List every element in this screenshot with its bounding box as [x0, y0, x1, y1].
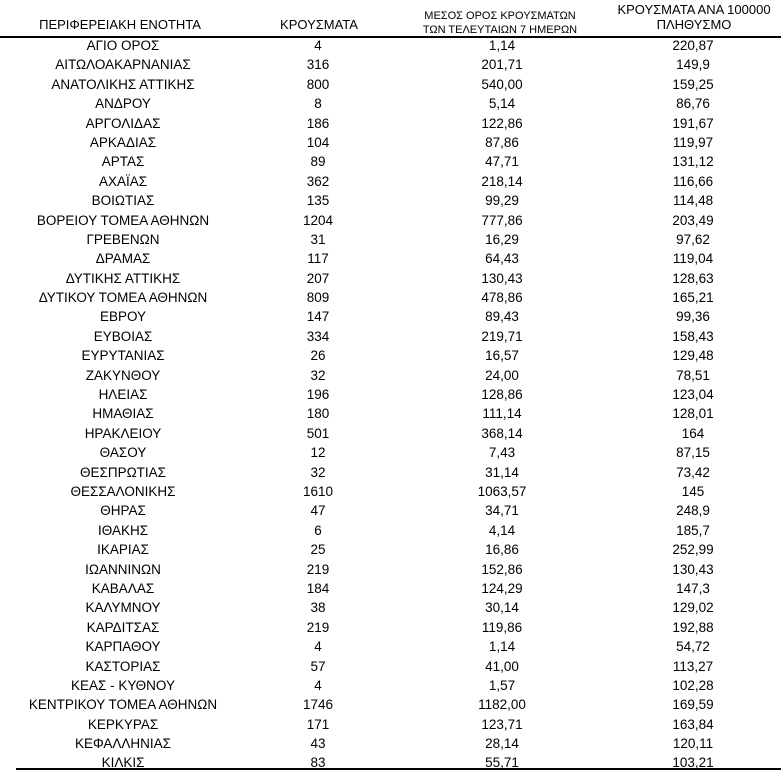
cell-cases: 316 [306, 57, 330, 73]
cell-region: ΗΡΑΚΛΕΙΟΥ [84, 425, 162, 441]
table-row [0, 443, 781, 462]
table-row [0, 385, 781, 404]
header-region: ΠΕΡΙΦΕΡΕΙΑΚΗ ΕΝΟΤΗΤΑ [39, 17, 201, 32]
table-row [0, 424, 781, 443]
bottom-divider [16, 768, 781, 770]
cell-region: ΔΥΤΙΚΗΣ ΑΤΤΙΚΗΣ [65, 270, 181, 286]
cell-region: ΘΗΡΑΣ [100, 503, 146, 519]
cell-seven-day-average: 119,86 [481, 619, 523, 635]
cell-per-100k: 73,42 [676, 464, 710, 480]
cell-seven-day-average: 540,00 [481, 76, 523, 92]
table-row [0, 269, 781, 288]
cell-seven-day-average: 1063,57 [477, 483, 527, 499]
cell-cases: 104 [306, 134, 330, 150]
cell-region: ΚΕΝΤΡΙΚΟΥ ΤΟΜΕΑ ΑΘΗΝΩΝ [28, 697, 218, 713]
cell-per-100k: 120,11 [672, 736, 714, 752]
cell-cases: 147 [306, 309, 330, 325]
cell-region: ΑΡΚΑΔΙΑΣ [89, 134, 157, 150]
cell-seven-day-average: 1,57 [488, 677, 516, 693]
cell-cases: 47 [310, 503, 326, 519]
cell-cases: 4 [314, 677, 322, 693]
table-row [0, 676, 781, 695]
cell-region: ΓΡΕΒΕΝΩΝ [86, 231, 160, 247]
cell-per-100k: 99,36 [676, 309, 710, 325]
table-row [0, 463, 781, 482]
cell-seven-day-average: 41,00 [485, 658, 519, 674]
cell-per-100k: 116,66 [672, 173, 714, 189]
cell-region: ΚΑΒΑΛΑΣ [91, 580, 155, 596]
cell-per-100k: 220,87 [672, 38, 714, 53]
table-row [0, 637, 781, 656]
cell-cases: 32 [310, 464, 326, 480]
cell-cases: 196 [306, 387, 330, 403]
cell-cases: 184 [306, 580, 330, 596]
cell-seven-day-average: 777,86 [481, 212, 523, 228]
cell-cases: 1610 [302, 483, 334, 499]
cell-seven-day-average: 87,86 [485, 134, 519, 150]
cell-cases: 43 [310, 736, 326, 752]
cell-per-100k: 165,21 [672, 290, 714, 306]
cell-per-100k: 78,51 [676, 367, 710, 383]
cell-cases: 12 [310, 445, 326, 461]
cell-per-100k: 169,59 [672, 697, 714, 713]
table-row [0, 404, 781, 423]
cell-cases: 26 [310, 348, 326, 364]
cell-per-100k: 54,72 [676, 639, 710, 655]
cell-seven-day-average: 99,29 [485, 193, 519, 209]
cell-cases: 1746 [302, 697, 334, 713]
cell-region: ΑΙΤΩΛΟΑΚΑΡΝΑΝΙΑΣ [55, 57, 191, 73]
cell-per-100k: 119,04 [672, 251, 714, 267]
cell-seven-day-average: 478,86 [481, 290, 523, 306]
cell-per-100k: 128,63 [672, 270, 714, 286]
cell-per-100k: 128,01 [672, 406, 714, 422]
cell-seven-day-average: 28,14 [485, 736, 519, 752]
table-row [0, 114, 781, 133]
cell-cases: 362 [306, 173, 330, 189]
cell-cases: 89 [310, 154, 326, 170]
cell-per-100k: 130,43 [672, 561, 714, 577]
cell-seven-day-average: 152,86 [481, 561, 523, 577]
cell-seven-day-average: 124,29 [481, 580, 523, 596]
cell-per-100k: 147,3 [676, 580, 710, 596]
cell-region: ΘΕΣΠΡΩΤΙΑΣ [79, 464, 167, 480]
cell-cases: 219 [306, 619, 330, 635]
cell-cases: 38 [310, 600, 326, 616]
table-row [0, 618, 781, 637]
cell-cases: 171 [306, 716, 330, 732]
table-row [0, 288, 781, 307]
cell-seven-day-average: 16,29 [485, 231, 519, 247]
cell-region: ΚΑΡΠΑΘΟΥ [85, 639, 161, 655]
cell-region: ΙΚΑΡΙΑΣ [97, 542, 149, 558]
cell-region: ΗΛΕΙΑΣ [98, 387, 148, 403]
table-row [0, 657, 781, 676]
cell-per-100k: 86,76 [676, 96, 710, 112]
cell-per-100k: 114,48 [672, 193, 714, 209]
cell-per-100k: 119,97 [672, 134, 714, 150]
cell-per-100k: 129,02 [672, 600, 714, 616]
cell-seven-day-average: 122,86 [481, 115, 523, 131]
cell-seven-day-average: 89,43 [485, 309, 519, 325]
table-row [0, 191, 781, 210]
cell-region: ΕΥΡΥΤΑΝΙΑΣ [81, 348, 165, 364]
table-row [0, 249, 781, 268]
cell-per-100k: 145 [681, 483, 705, 499]
table-row [0, 172, 781, 191]
cell-region: ΘΑΣΟΥ [99, 445, 147, 461]
table-row [0, 579, 781, 598]
cell-cases: 4 [314, 38, 322, 53]
table-row [0, 133, 781, 152]
cell-region: ΙΩΑΝΝΙΝΩΝ [85, 561, 161, 577]
cell-region: ΚΕΦΑΛΛΗΝΙΑΣ [74, 736, 172, 752]
cell-per-100k: 87,15 [676, 445, 710, 461]
cell-seven-day-average: 1182,00 [478, 697, 526, 713]
cell-per-100k: 103,21 [672, 755, 714, 771]
cell-cases: 1204 [302, 212, 334, 228]
cell-cases: 83 [310, 755, 326, 771]
header-cases-per-100k [594, 2, 781, 32]
cell-region: ΚΑΛΥΜΝΟΥ [85, 600, 161, 616]
cell-per-100k: 203,49 [672, 212, 714, 228]
cell-region: ΒΟΡΕΙΟΥ ΤΟΜΕΑ ΑΘΗΝΩΝ [36, 212, 210, 228]
cell-cases: 32 [310, 367, 326, 383]
header-cases-per-100k-line2: ΠΛΗΘΥΣΜΟ [656, 17, 732, 32]
table-body [0, 36, 781, 773]
cell-region: ΔΡΑΜΑΣ [95, 251, 151, 267]
header-cases: ΚΡΟΥΣΜΑΤΑ [280, 17, 358, 32]
table-row [0, 55, 781, 74]
cell-seven-day-average: 4,14 [488, 522, 516, 538]
cell-region: ΑΝΔΡΟΥ [95, 96, 151, 112]
cell-per-100k: 149,9 [676, 57, 710, 73]
cell-seven-day-average: 64,43 [485, 251, 519, 267]
cell-seven-day-average: 34,71 [485, 503, 519, 519]
cell-seven-day-average: 5,14 [488, 96, 516, 112]
header-seven-day-average [402, 9, 598, 37]
table-row [0, 230, 781, 249]
table-row [0, 327, 781, 346]
cell-cases: 8 [314, 96, 322, 112]
cell-region: ΚΑΡΔΙΤΣΑΣ [86, 619, 160, 635]
cell-cases: 800 [306, 76, 330, 92]
cell-region: ΖΑΚΥΝΘΟΥ [85, 367, 161, 383]
cell-seven-day-average: 128,86 [481, 387, 523, 403]
cell-per-100k: 131,12 [672, 154, 714, 170]
cell-seven-day-average: 368,14 [481, 425, 523, 441]
table-row [0, 521, 781, 540]
cell-per-100k: 252,99 [672, 542, 714, 558]
cell-per-100k: 158,43 [672, 328, 714, 344]
cell-per-100k: 163,84 [672, 716, 714, 732]
cell-seven-day-average: 7,43 [488, 445, 516, 461]
cell-seven-day-average: 111,14 [482, 406, 522, 422]
cell-per-100k: 185,7 [676, 522, 710, 538]
table-header [0, 0, 781, 36]
cell-seven-day-average: 30,14 [485, 600, 519, 616]
cell-per-100k: 129,48 [672, 348, 714, 364]
table-row [0, 501, 781, 520]
cell-seven-day-average: 201,71 [481, 57, 523, 73]
cell-seven-day-average: 16,86 [485, 542, 519, 558]
table-row [0, 715, 781, 734]
cell-cases: 117 [307, 251, 329, 267]
cell-region: ΒΟΙΩΤΙΑΣ [91, 193, 155, 209]
cell-seven-day-average: 1,14 [488, 639, 516, 655]
cell-region: ΑΡΤΑΣ [101, 154, 145, 170]
cell-per-100k: 159,25 [672, 76, 714, 92]
cell-region: ΕΒΡΟΥ [99, 309, 147, 325]
cell-cases: 501 [306, 425, 330, 441]
cell-seven-day-average: 218,14 [481, 173, 523, 189]
cell-region: ΙΘΑΚΗΣ [97, 522, 149, 538]
table-row [0, 540, 781, 559]
cell-seven-day-average: 47,71 [485, 154, 519, 170]
table-row [0, 695, 781, 714]
cell-per-100k: 102,28 [672, 677, 714, 693]
cell-region: ΘΕΣΣΑΛΟΝΙΚΗΣ [70, 483, 176, 499]
cell-cases: 207 [306, 270, 330, 286]
cell-cases: 135 [306, 193, 330, 209]
cell-cases: 6 [314, 522, 322, 538]
table-row [0, 560, 781, 579]
cell-cases: 809 [306, 290, 330, 306]
cell-per-100k: 191,67 [672, 115, 714, 131]
table-row [0, 152, 781, 171]
table-row [0, 307, 781, 326]
cell-per-100k: 248,9 [676, 503, 710, 519]
cell-cases: 180 [306, 406, 330, 422]
header-seven-day-average-line1: ΜΕΣΟΣ ΟΡΟΣ ΚΡΟΥΣΜΑΤΩΝ [424, 10, 576, 22]
cell-seven-day-average: 55,71 [485, 755, 519, 771]
cell-region: ΚΑΣΤΟΡΙΑΣ [85, 658, 161, 674]
cell-seven-day-average: 1,14 [488, 38, 516, 53]
cell-per-100k: 164 [681, 425, 705, 441]
cell-cases: 219 [306, 561, 330, 577]
cell-region: ΑΧΑΪΑΣ [98, 173, 148, 189]
cell-seven-day-average: 123,71 [481, 716, 523, 732]
cell-region: ΑΝΑΤΟΛΙΚΗΣ ΑΤΤΙΚΗΣ [51, 76, 195, 92]
cell-per-100k: 192,88 [672, 619, 714, 635]
table-row [0, 36, 781, 55]
cell-region: ΗΜΑΘΙΑΣ [92, 406, 154, 422]
cell-region: ΑΡΓΟΛΙΔΑΣ [85, 115, 161, 131]
cell-per-100k: 97,62 [676, 231, 710, 247]
table-row [0, 482, 781, 501]
cell-per-100k: 123,04 [672, 387, 714, 403]
cell-seven-day-average: 130,43 [481, 270, 523, 286]
cell-seven-day-average: 24,00 [485, 367, 519, 383]
table-row [0, 598, 781, 617]
cell-region: ΔΥΤΙΚΟΥ ΤΟΜΕΑ ΑΘΗΝΩΝ [38, 290, 208, 306]
cell-cases: 31 [310, 231, 326, 247]
cell-cases: 334 [306, 328, 330, 344]
header-cases-per-100k-line1: ΚΡΟΥΣΜΑΤΑ ΑΝΑ 100000 [617, 2, 771, 17]
cell-seven-day-average: 16,57 [485, 348, 519, 364]
cell-region: ΕΥΒΟΙΑΣ [93, 328, 153, 344]
header-seven-day-average-line2: ΤΩΝ ΤΕΛΕΥΤΑΙΩΝ 7 ΗΜΕΡΩΝ [422, 24, 578, 36]
cell-cases: 186 [306, 115, 330, 131]
table-row [0, 346, 781, 365]
cell-region: ΚΙΛΚΙΣ [101, 755, 145, 771]
cell-region: ΚΕΑΣ - ΚΥΘΝΟΥ [71, 677, 175, 693]
table-row [0, 211, 781, 230]
table-row [0, 75, 781, 94]
cell-cases: 25 [310, 542, 326, 558]
cell-seven-day-average: 31,14 [485, 464, 519, 480]
cell-region: ΑΓΙΟ ΟΡΟΣ [86, 38, 160, 53]
cell-cases: 57 [310, 658, 326, 674]
table-row [0, 94, 781, 113]
cell-cases: 4 [314, 639, 322, 655]
table-row [0, 734, 781, 753]
cell-region: ΚΕΡΚΥΡΑΣ [87, 716, 159, 732]
table-row [0, 366, 781, 385]
cell-seven-day-average: 219,71 [481, 328, 523, 344]
cell-per-100k: 113,27 [672, 658, 714, 674]
